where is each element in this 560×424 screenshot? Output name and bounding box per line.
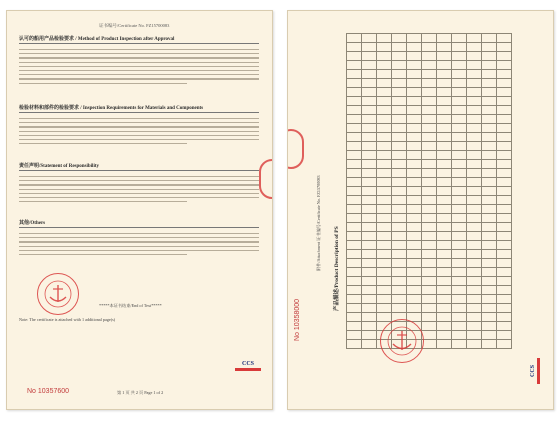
certificate-page-2 <box>287 10 554 410</box>
certificate-number-header: 证书编号/Certificate No. FZ15700083 <box>99 23 170 28</box>
end-of-text: *****本证书结束/End of Text***** <box>99 303 162 308</box>
product-description-table <box>346 33 512 349</box>
anchor-icon <box>38 274 78 314</box>
section-title-product-inspection: 认可的船用产品检验要求 / Method of Product Inspection after Approval <box>19 37 259 44</box>
seam-seal-left-edge <box>287 129 304 169</box>
inspection-materials-text <box>19 115 259 147</box>
ccs-seal-stamp <box>37 273 79 315</box>
anchor-icon <box>381 320 423 362</box>
section-title-responsibility: 责任声明/Statement of Responsibility <box>19 164 259 171</box>
product-inspection-text <box>19 46 259 87</box>
seam-seal-right-edge <box>259 159 273 199</box>
section-title-inspection-materials: 检验材料和部件的检验要求 / Inspection Requirements for Materials and Components <box>19 106 259 113</box>
table-title: 产品描述/Product Description of PS <box>334 226 340 311</box>
attachment-note: Note: The certificate is attached with 1 additional page(s) <box>19 317 116 322</box>
ccs-logo: CCS <box>235 361 261 371</box>
section-title-others: 其他/Others <box>19 221 259 228</box>
others-text <box>19 230 259 258</box>
serial-number-vertical: No 10358000 <box>294 298 301 341</box>
ccs-seal-stamp-page-2 <box>380 319 424 363</box>
ccs-logo-page-2: CCS <box>530 358 540 384</box>
attachment-header: 附件/Attachment 证书编号/Certificate No. FZ15700083 <box>316 175 321 271</box>
serial-number: No 10357600 <box>27 388 70 395</box>
page-number: 第 1 页 共 2 页 Page 1 of 2 <box>117 390 164 395</box>
responsibility-text <box>19 173 259 205</box>
data-table <box>346 33 512 349</box>
certificate-page-1 <box>6 10 273 410</box>
